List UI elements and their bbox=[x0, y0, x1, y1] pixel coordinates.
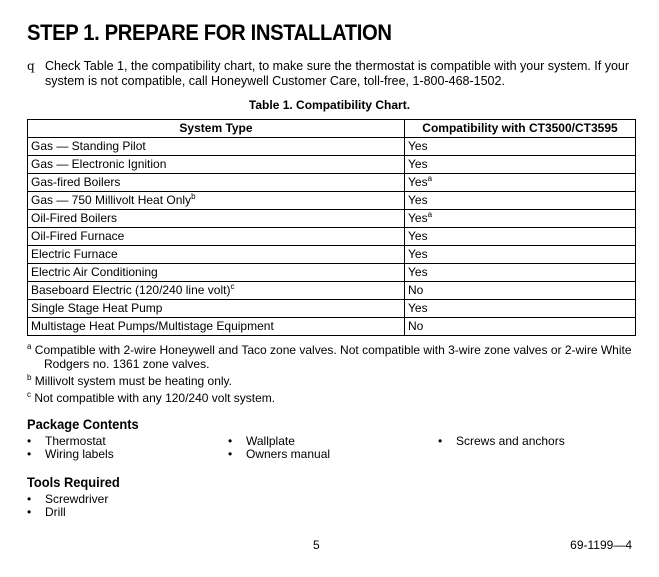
table-title: Table 1. Compatibility Chart. bbox=[248, 98, 411, 112]
checkbox-bullet-icon: q bbox=[27, 59, 35, 73]
package-item bbox=[27, 434, 106, 448]
system-type-cell bbox=[28, 138, 405, 156]
package-item-label: Screws and anchors bbox=[456, 434, 565, 448]
checklist-item bbox=[27, 59, 637, 89]
system-type-label: Gas-fired Boilers bbox=[31, 175, 121, 189]
compatibility-value: No bbox=[408, 319, 424, 333]
system-type-cell bbox=[28, 192, 405, 210]
compatibility-value: Yes bbox=[408, 175, 428, 189]
compatibility-value: Yes bbox=[408, 193, 428, 207]
system-type-cell bbox=[28, 282, 405, 300]
system-type-label: Baseboard Electric (120/240 line volt) bbox=[31, 283, 231, 297]
compatibility-cell bbox=[405, 300, 636, 318]
compatibility-value: Yes bbox=[408, 211, 428, 225]
system-type-label: Gas — Standing Pilot bbox=[31, 139, 146, 153]
system-type-label: Oil-Fired Furnace bbox=[31, 229, 125, 243]
system-type-cell bbox=[28, 228, 405, 246]
page-title: STEP 1. PREPARE FOR INSTALLATION bbox=[27, 20, 392, 45]
tool-item bbox=[27, 492, 108, 506]
footnote-text-continued: Rodgers no. 1361 zone valves. bbox=[44, 357, 210, 371]
document-id: 69-1199—4 bbox=[570, 538, 632, 552]
compatibility-cell bbox=[405, 228, 636, 246]
system-type-cell bbox=[28, 318, 405, 336]
compatibility-cell bbox=[405, 192, 636, 210]
package-item bbox=[438, 434, 565, 448]
compatibility-cell bbox=[405, 210, 636, 228]
table-row bbox=[28, 300, 636, 318]
tool-item-label: Drill bbox=[45, 505, 66, 519]
compatibility-cell bbox=[405, 156, 636, 174]
system-type-cell bbox=[28, 246, 405, 264]
compatibility-value: Yes bbox=[408, 301, 428, 315]
footnote-mark: b bbox=[27, 373, 32, 382]
bullet-icon: • bbox=[27, 447, 32, 461]
compatibility-cell bbox=[405, 318, 636, 336]
bullet-icon: • bbox=[27, 492, 32, 506]
page-number: 5 bbox=[313, 538, 320, 552]
footnote-text: Millivolt system must be heating only. bbox=[34, 374, 232, 388]
package-contents-heading: Package Contents bbox=[27, 416, 139, 432]
package-item-label: Wallplate bbox=[246, 434, 295, 448]
bullet-icon: • bbox=[27, 434, 32, 448]
compatibility-table bbox=[27, 119, 636, 336]
compatibility-value: Yes bbox=[408, 229, 428, 243]
footnote-mark: a bbox=[27, 342, 32, 351]
footnote-ref: b bbox=[191, 192, 196, 201]
footnote-ref: c bbox=[230, 282, 235, 291]
system-type-label: Oil-Fired Boilers bbox=[31, 211, 118, 225]
system-type-cell bbox=[28, 210, 405, 228]
table-row bbox=[28, 210, 636, 228]
table-header-row bbox=[28, 120, 636, 138]
table-row bbox=[28, 228, 636, 246]
table-footnotes bbox=[27, 343, 637, 408]
system-type-cell bbox=[28, 174, 405, 192]
footnote-b bbox=[27, 374, 637, 388]
compatibility-cell bbox=[405, 264, 636, 282]
bullet-icon: • bbox=[27, 505, 32, 519]
system-type-label: Electric Air Conditioning bbox=[31, 265, 158, 279]
compatibility-cell bbox=[405, 246, 636, 264]
column-header-compatibility: Compatibility with CT3500/CT3595 bbox=[405, 120, 636, 138]
system-type-cell bbox=[28, 156, 405, 174]
system-type-label: Single Stage Heat Pump bbox=[31, 301, 163, 315]
table-body bbox=[28, 138, 636, 336]
table-row bbox=[28, 282, 636, 300]
compatibility-cell bbox=[405, 174, 636, 192]
system-type-label: Gas — 750 Millivolt Heat Only bbox=[31, 193, 192, 207]
column-header-system-type: System Type bbox=[28, 120, 405, 138]
tools-required-heading: Tools Required bbox=[27, 474, 120, 490]
checklist-text: Check Table 1, the compatibility chart, to make sure the thermostat is compatible with your system. If your system is not compatible, call Honeywell Customer Care, toll-free, 1-800-468-1502. bbox=[45, 59, 630, 88]
footnote-a bbox=[27, 343, 637, 371]
tool-item-label: Screwdriver bbox=[45, 492, 109, 506]
compatibility-value: Yes bbox=[408, 247, 428, 261]
table-row bbox=[28, 156, 636, 174]
system-type-cell bbox=[28, 300, 405, 318]
compatibility-cell bbox=[405, 282, 636, 300]
package-item bbox=[27, 447, 114, 461]
compatibility-value: No bbox=[408, 283, 424, 297]
bullet-icon: • bbox=[228, 434, 233, 448]
package-item-label: Thermostat bbox=[45, 434, 106, 448]
compatibility-value: Yes bbox=[408, 139, 428, 153]
bullet-icon: • bbox=[228, 447, 233, 461]
package-item bbox=[228, 447, 330, 461]
table-row bbox=[28, 174, 636, 192]
table-row bbox=[28, 192, 636, 210]
footnote-text: Not compatible with any 120/240 volt system. bbox=[34, 391, 276, 405]
table-row bbox=[28, 318, 636, 336]
bullet-icon: • bbox=[438, 434, 443, 448]
table-row bbox=[28, 138, 636, 156]
footnote-ref: a bbox=[427, 210, 433, 219]
system-type-label: Electric Furnace bbox=[31, 247, 118, 261]
system-type-label: Multistage Heat Pumps/Multistage Equipment bbox=[31, 319, 274, 333]
package-item bbox=[228, 434, 295, 448]
footnote-mark: c bbox=[27, 390, 31, 399]
footnote-ref: a bbox=[427, 174, 433, 183]
tool-item bbox=[27, 505, 66, 519]
system-type-cell bbox=[28, 264, 405, 282]
table-row bbox=[28, 264, 636, 282]
footnote-c bbox=[27, 391, 637, 405]
package-item-label: Owners manual bbox=[246, 447, 331, 461]
system-type-label: Gas — Electronic Ignition bbox=[31, 157, 167, 171]
table-row bbox=[28, 246, 636, 264]
compatibility-value: Yes bbox=[408, 157, 428, 171]
compatibility-cell bbox=[405, 138, 636, 156]
footnote-text: Compatible with 2-wire Honeywell and Taco zone valves. Not compatible with 3-wire zone valves or 2-wire White bbox=[34, 343, 632, 357]
package-item-label: Wiring labels bbox=[45, 447, 114, 461]
compatibility-value: Yes bbox=[408, 265, 428, 279]
